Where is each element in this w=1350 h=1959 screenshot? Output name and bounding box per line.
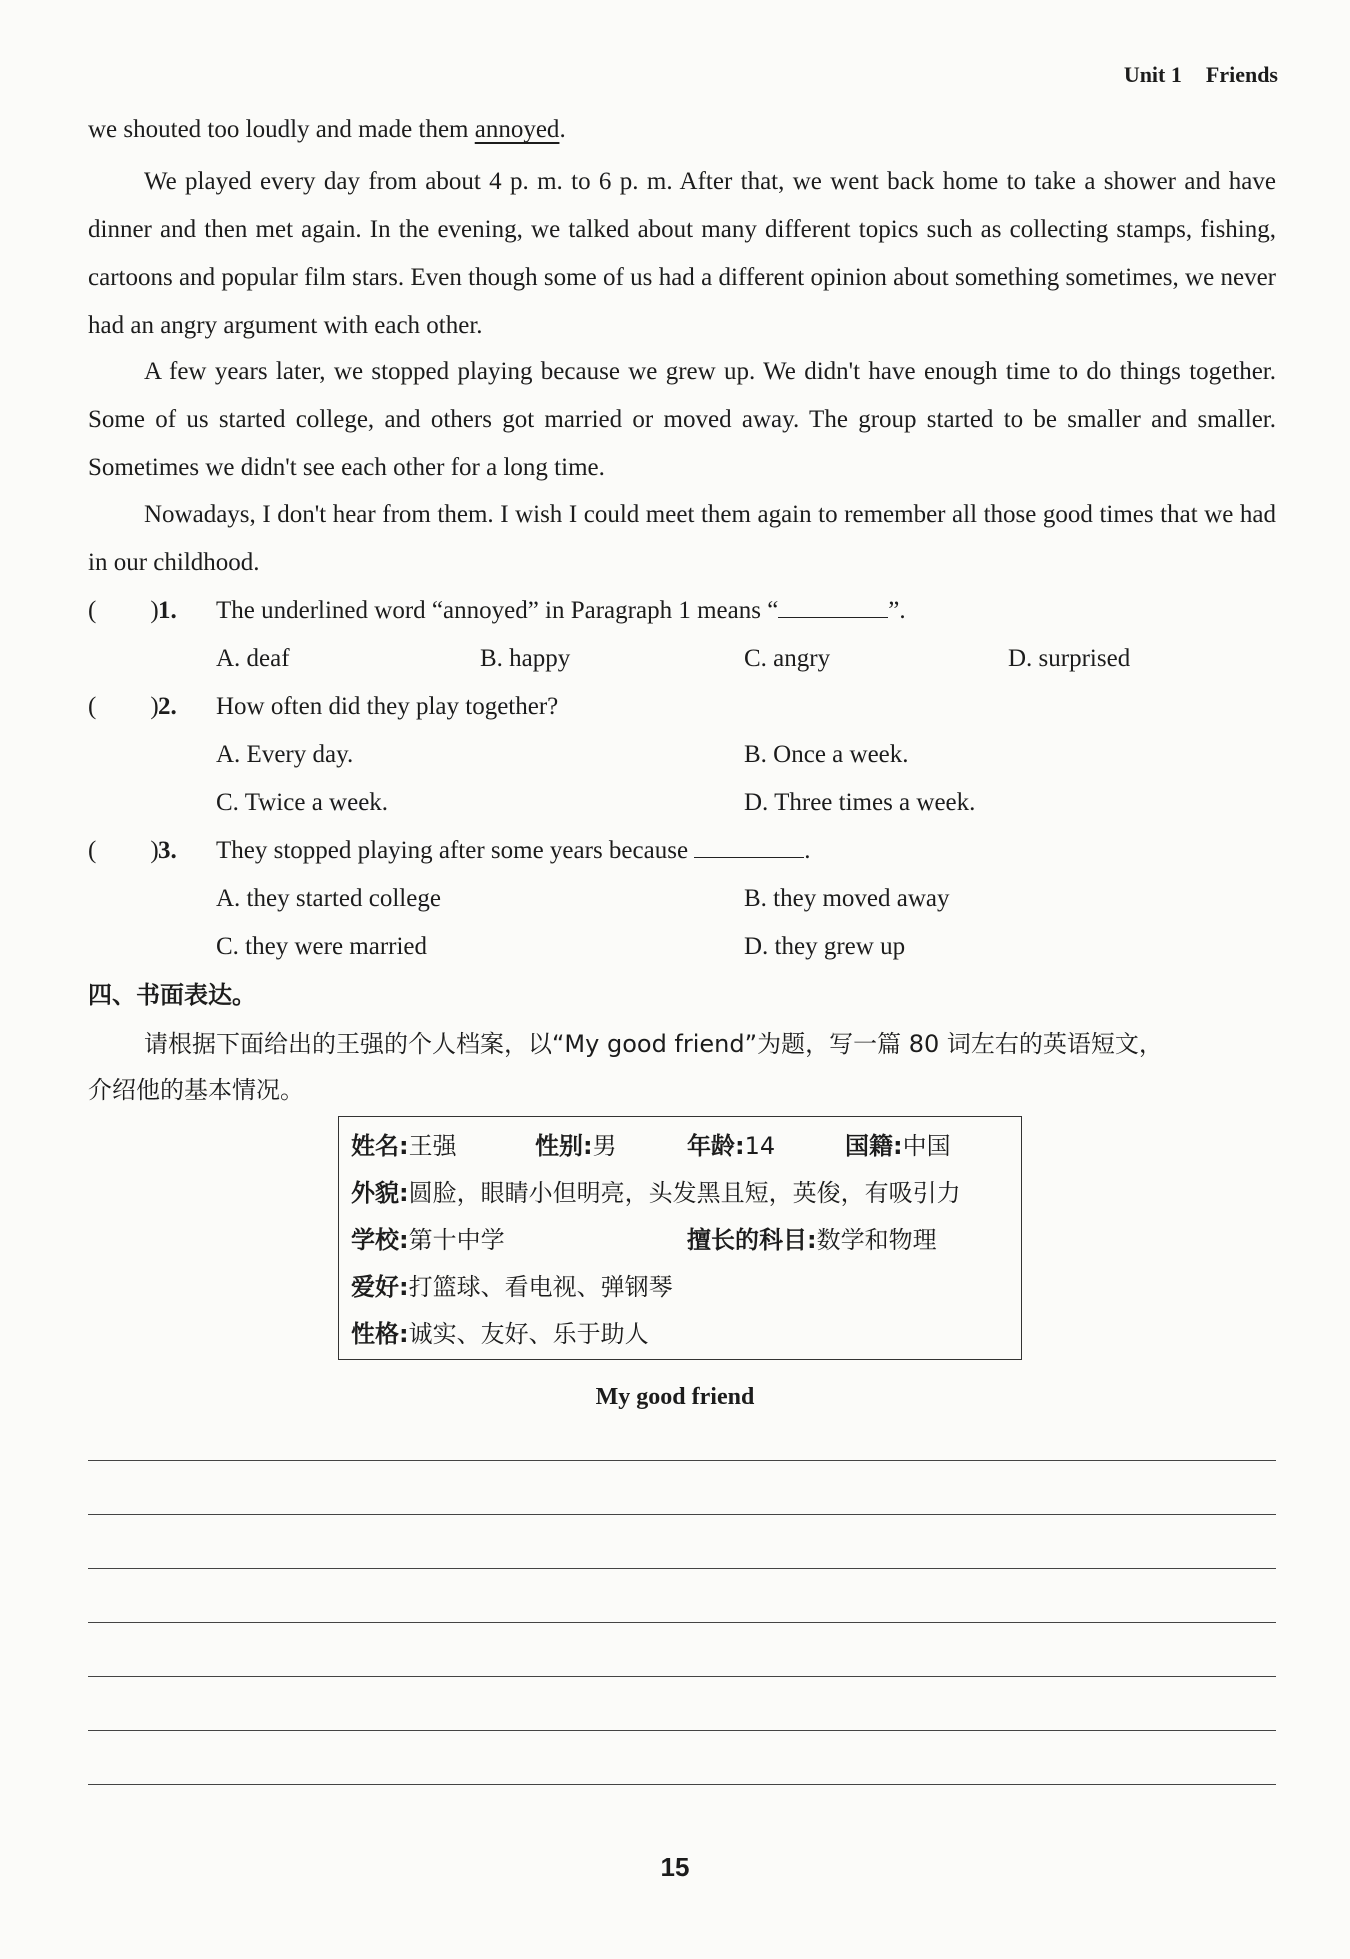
paragraph-3: A few years later, we stopped playing because we grew up. We didn't have enough time to do things together. Some of us started college, and others got married or moved away. The group started to be smaller and smaller. Sometimes we didn't see each other for a long time. [88,358,1276,481]
writing-line[interactable] [88,1622,1276,1623]
hobby-label: 爱好: [351,1273,409,1301]
paragraph-1-end: . [559,116,566,143]
subject-label: 擅长的科目: [687,1226,817,1254]
age-label: 年龄: [687,1132,745,1160]
answer-blank[interactable] [694,831,804,858]
profile-row-hobby [351,1264,1009,1311]
essay-title: My good friend [595,1384,755,1410]
paragraph-1 [88,106,1276,154]
age-value: 14 [744,1132,776,1160]
question-text: They stopped playing after some years because . [216,827,811,875]
question-1-options [88,635,1276,683]
option-d[interactable]: D. Three times a week. [744,789,976,816]
option-a[interactable]: A. deaf [216,645,290,672]
question-2 [88,683,1276,731]
question-2-options-row-2 [88,779,1276,827]
question-3 [88,827,1276,875]
gender-value: 男 [592,1132,617,1160]
nationality-value: 中国 [902,1132,951,1160]
instruction-line-2: 介绍他的基本情况。 [88,1076,304,1104]
looks-value: 圆脸，眼睛小但明亮，头发黑且短，英俊，有吸引力 [408,1179,961,1207]
answer-bracket[interactable]: ( ) [88,597,159,624]
name-value: 王强 [408,1132,457,1160]
unit-label: Unit 1 [1123,62,1182,87]
name-label: 姓名: [351,1132,409,1160]
school-value: 第十中学 [408,1226,505,1254]
subject-value: 数学和物理 [816,1226,937,1254]
instruction-line-1: 请根据下面给出的王强的个人档案，以“My good friend”为题，写一篇 80 词左右的英语短文， [144,1030,1163,1058]
question-number: 2. [158,693,177,720]
option-d[interactable]: D. they grew up [744,933,906,960]
school-label: 学校: [351,1226,409,1254]
paragraph-1-text: we shouted too loudly and made them [88,116,475,143]
page-header [1124,62,1278,88]
option-d[interactable]: D. surprised [1008,645,1131,672]
character-value: 诚实、友好、乐于助人 [408,1320,649,1348]
question-2-options-row-1 [88,731,1276,779]
option-b[interactable]: B. happy [480,645,571,672]
option-c[interactable]: C. angry [744,645,831,672]
answer-bracket[interactable]: ( ) [88,693,159,720]
question-3-options-row-1 [88,875,1276,923]
option-a[interactable]: A. they started college [216,885,441,912]
nationality-label: 国籍: [845,1132,903,1160]
writing-line[interactable] [88,1676,1276,1677]
option-b[interactable]: B. they moved away [744,885,950,912]
section-heading: 四、书面表达。 [88,981,256,1009]
answer-blank[interactable] [778,591,888,618]
hobby-value: 打篮球、看电视、弹钢琴 [408,1273,673,1301]
question-3-options-row-2 [88,923,1276,971]
character-label: 性格: [351,1320,409,1348]
page-number: 15 [660,1852,690,1882]
writing-line[interactable] [88,1730,1276,1731]
profile-row-basic [351,1123,1009,1170]
profile-row-looks [351,1170,1009,1217]
gender-label: 性别: [535,1132,593,1160]
option-b[interactable]: B. Once a week. [744,741,909,768]
writing-line[interactable] [88,1784,1276,1785]
writing-line[interactable] [88,1568,1276,1569]
question-number: 1. [158,597,177,624]
question-1 [88,587,1276,635]
unit-title: Friends [1205,62,1278,87]
option-a[interactable]: A. Every day. [216,741,354,768]
writing-instruction [88,1021,1276,1113]
paragraph-2: We played every day from about 4 p. m. to 6 p. m. After that, we went back home to take a shower and have dinner and then met again. In the evening, we talked about many different topics such as collecting stamps, fishing, cartoons and popular film stars. Even though some of us had a different opinion about something sometimes, we never had an angry argument with each other. [88,168,1276,339]
question-text: How often did they play together? [216,693,559,720]
answer-bracket[interactable]: ( ) [88,837,159,864]
option-c[interactable]: C. Twice a week. [216,789,389,816]
writing-line[interactable] [88,1460,1276,1461]
paragraph-4: Nowadays, I don't hear from them. I wish I could meet them again to remember all those good times that we had in our childhood. [88,501,1276,576]
question-number: 3. [158,837,177,864]
underlined-word: annoyed [474,116,560,143]
question-text: The underlined word “annoyed” in Paragraph 1 means “ ”. [216,587,906,635]
profile-card [338,1116,1022,1360]
profile-row-school [351,1217,1009,1264]
looks-label: 外貌: [351,1179,409,1207]
reading-passage [88,106,1276,1113]
writing-line[interactable] [88,1514,1276,1515]
profile-row-character [351,1311,1009,1358]
option-c[interactable]: C. they were married [216,933,428,960]
